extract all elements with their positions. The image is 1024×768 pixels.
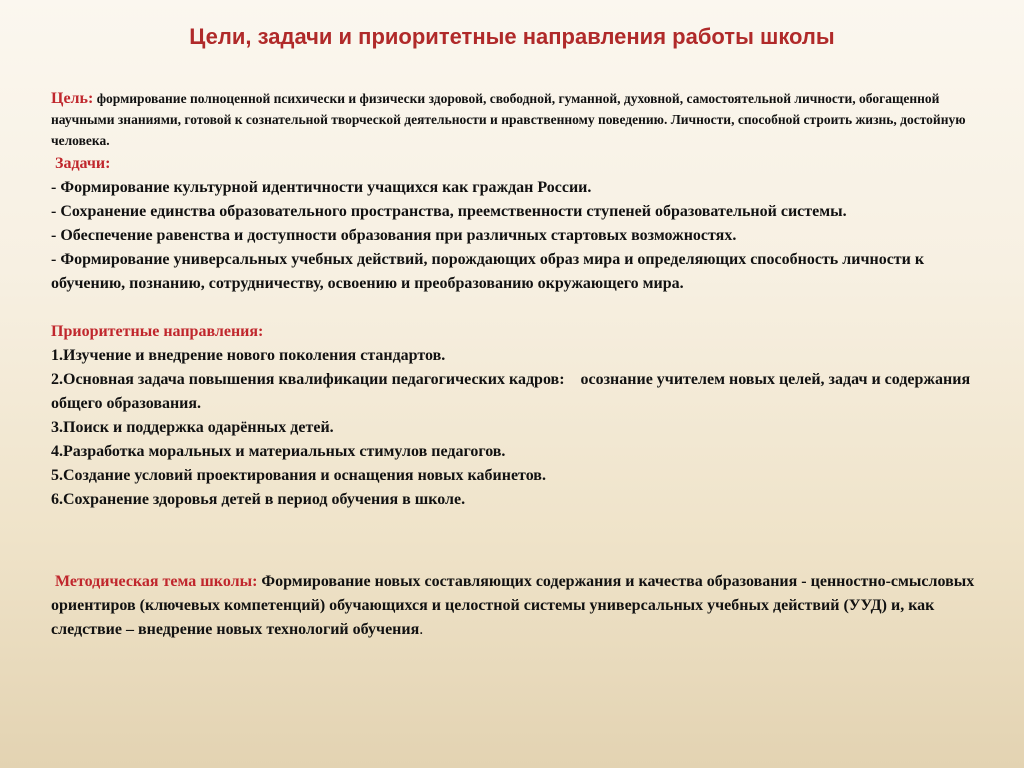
method-paragraph [51, 570, 976, 642]
slide-title: Цели, задачи и приоритетные направления работы школы [189, 24, 835, 49]
priority-item: 6.Сохранение здоровья детей в период обучения в школе. [51, 491, 466, 508]
tasks-title: Задачи: [55, 155, 111, 172]
priority-item: 5.Создание условий проектирования и оснащения новых кабинетов. [51, 467, 546, 484]
goal-paragraph [51, 88, 976, 151]
method-label: Методическая тема школы: [55, 573, 258, 590]
priority-item: 1.Изучение и внедрение нового поколения стандартов. [51, 347, 446, 364]
priority-item: 4.Разработка моральных и материальных стимулов педагогов. [51, 443, 506, 460]
method-text: Формирование новых составляющих содержания и качества образования - ценностно-смысловых ориентиров (ключевых компетенций) обучающихся и целостной системы универсальных учебных действий (УУД) и, как следствие – внедрение новых технологий обучения [51, 573, 975, 638]
task-item: - Сохранение единства образовательного пространства, преемственности ступеней образовательной системы. [51, 203, 847, 220]
priorities-list [51, 344, 976, 512]
tasks-list [51, 176, 976, 296]
goal-text: формирование полноценной психически и физически здоровой, свободной, гуманной, духовной, самостоятельной личности, обогащенной научными знаниями, готовой к сознательной творческой деятельности и нравственному поведению. Личности, способной строить жизнь, достойную человека. [51, 91, 966, 148]
slide-content [51, 88, 976, 642]
task-item: - Обеспечение равенства и доступности образования при различных стартовых возможностях. [51, 227, 737, 244]
spacer [51, 512, 976, 570]
spacer [51, 296, 976, 320]
task-item: - Формирование культурной идентичности учащихся как граждан России. [51, 179, 592, 196]
method-end: . [419, 621, 424, 638]
priority-item: 3.Поиск и поддержка одарённых детей. [51, 419, 334, 436]
goal-label: Цель: [51, 90, 94, 107]
priorities-title: Приоритетные направления: [51, 323, 264, 340]
priority-item: 2.Основная задача повышения квалификации педагогических кадров: осознание учителем новых целей, задач и содержания общего образования. [51, 371, 975, 412]
task-item: - Формирование универсальных учебных действий, порождающих образ мира и определяющих способность личности к обучению, познанию, сотрудничеству, освоению и преобразованию окружающего мира. [51, 251, 925, 292]
